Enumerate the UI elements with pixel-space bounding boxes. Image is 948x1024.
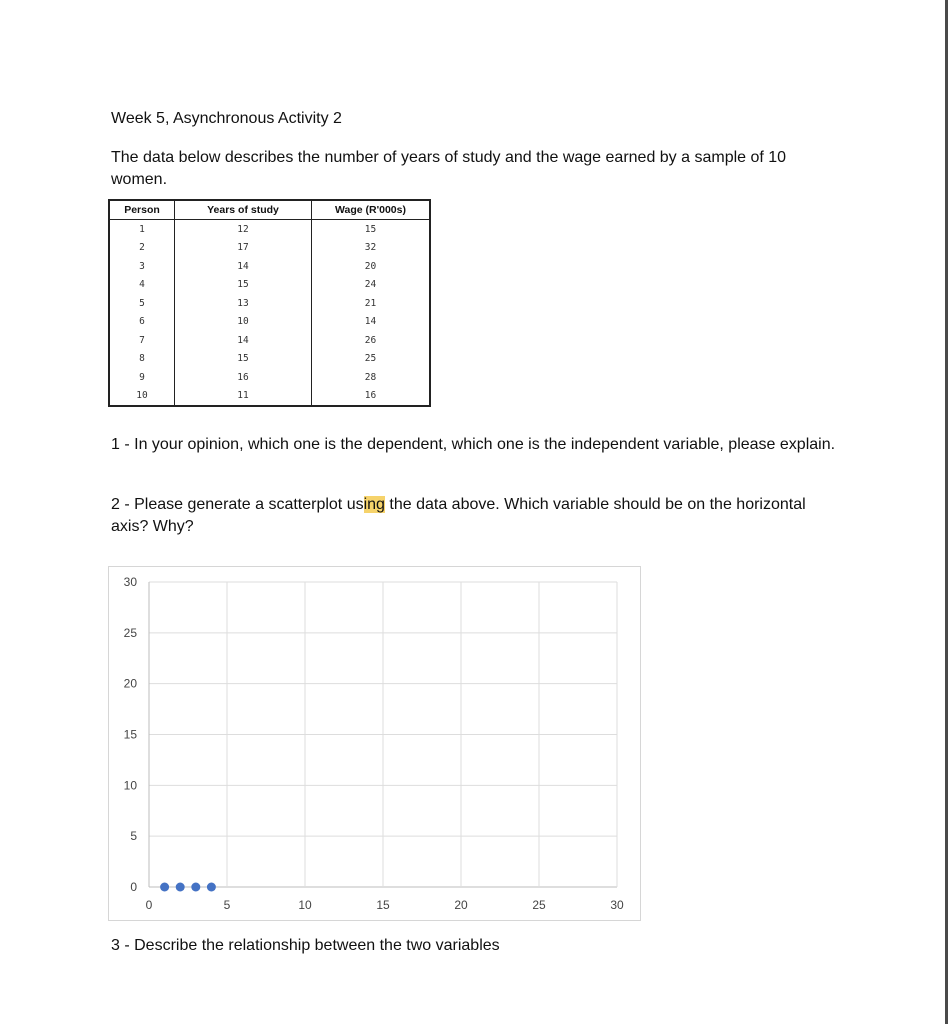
- cell-person: 3: [139, 260, 145, 272]
- cell-years: 11: [175, 387, 312, 407]
- scatter-chart: [109, 567, 640, 920]
- cell-years: 16: [175, 368, 312, 387]
- y-tick-label: 0: [130, 880, 137, 894]
- cell-person: 1: [139, 223, 145, 235]
- question-2-text-start: 2 - Please generate a scatterplot us: [111, 496, 364, 513]
- cell-years: 13: [175, 294, 312, 313]
- header-person: Person: [109, 200, 175, 220]
- cell-person: 5: [139, 297, 145, 309]
- cell-years: 14: [175, 257, 312, 276]
- scatter-point: [160, 883, 169, 892]
- table-row: [109, 239, 430, 258]
- y-tick-label: 30: [123, 575, 137, 589]
- question-3: 3 - Describe the relationship between the two variables: [111, 937, 500, 954]
- y-tick-label: 5: [130, 829, 137, 844]
- question-2: [111, 494, 841, 538]
- cell-wage: 28: [312, 368, 431, 387]
- question-2-text-end: the data above. Which variable should be on the horizontal axis? Why?: [111, 496, 806, 535]
- cell-person: 7: [139, 334, 145, 346]
- cell-person: 8: [139, 353, 145, 365]
- cell-person: 4: [139, 279, 145, 291]
- table-row: [109, 313, 430, 332]
- cell-wage: 15: [312, 220, 431, 239]
- x-tick-label: 20: [454, 898, 468, 912]
- table-header-row: [109, 200, 430, 220]
- y-tick-label: 15: [123, 727, 137, 742]
- table-row: [109, 220, 430, 239]
- text-highlight: ing: [363, 496, 385, 513]
- intro-text: The data below describes the number of years of study and the wage earned by a sample of 10 women.: [111, 149, 787, 188]
- y-tick-label: 20: [123, 676, 137, 691]
- cell-years: 14: [175, 331, 312, 350]
- x-tick-label: 0: [145, 898, 153, 912]
- cell-wage: 24: [312, 276, 431, 295]
- cell-wage: 20: [312, 257, 431, 276]
- cell-years: 17: [175, 239, 312, 258]
- scatter-chart-frame: [108, 566, 641, 921]
- cell-wage: 26: [312, 331, 431, 350]
- data-table: [108, 199, 431, 407]
- x-tick-label: 15: [376, 898, 390, 912]
- x-tick-label: 25: [532, 898, 546, 912]
- scatter-point: [176, 883, 185, 892]
- cell-wage: 25: [312, 350, 431, 369]
- header-wage: Wage (R'000s): [312, 200, 431, 220]
- table-row: [109, 350, 430, 369]
- cell-years: 15: [175, 350, 312, 369]
- cell-wage: 16: [312, 387, 431, 407]
- page-title: Week 5, Asynchronous Activity 2: [111, 110, 342, 127]
- cell-person: 9: [139, 371, 145, 383]
- y-tick-label: 10: [123, 778, 137, 793]
- x-tick-label: 30: [610, 898, 624, 912]
- table-row: [109, 387, 430, 407]
- x-tick-label: 10: [298, 898, 312, 912]
- table-row: [109, 368, 430, 387]
- cell-person: 2: [139, 242, 145, 254]
- chart-axes: [124, 575, 624, 912]
- table-row: [109, 294, 430, 313]
- x-tick-label: 5: [223, 898, 231, 912]
- chart-grid: [149, 582, 617, 887]
- cell-person: 6: [139, 316, 145, 328]
- cell-years: 12: [175, 220, 312, 239]
- table-row: [109, 331, 430, 350]
- cell-wage: 14: [312, 313, 431, 332]
- y-tick-label: 25: [123, 625, 137, 640]
- cell-wage: 32: [312, 239, 431, 258]
- scatter-point: [207, 883, 216, 892]
- cell-person: 10: [136, 390, 148, 402]
- header-years: Years of study: [175, 200, 312, 220]
- scatter-point: [191, 883, 200, 892]
- table-row: [109, 276, 430, 295]
- cell-years: 10: [175, 313, 312, 332]
- cell-years: 15: [175, 276, 312, 295]
- question-1: 1 - In your opinion, which one is the dependent, which one is the independent variable, please explain.: [111, 436, 836, 453]
- table-row: [109, 257, 430, 276]
- cell-wage: 21: [312, 294, 431, 313]
